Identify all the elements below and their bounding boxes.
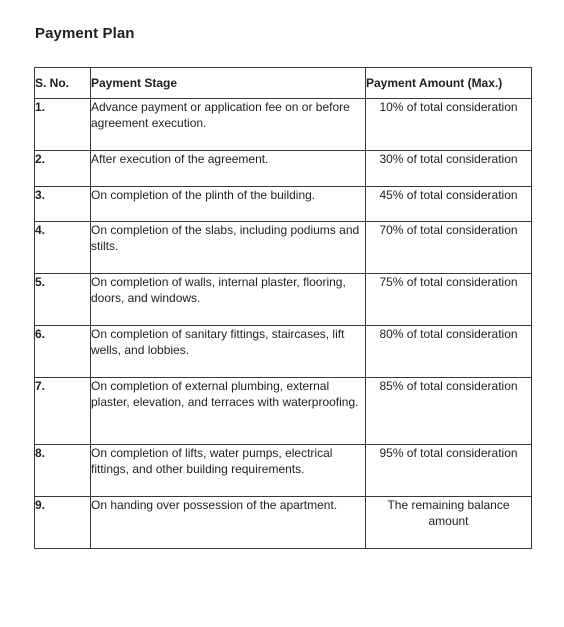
row-serial-number: 8.: [35, 445, 91, 497]
page-title: Payment Plan: [35, 25, 135, 42]
table-row: [35, 274, 532, 326]
row-payment-amount: The remaining balance amount: [366, 497, 532, 549]
row-serial-number: 3.: [35, 187, 91, 222]
table-row: [35, 378, 532, 445]
table-row: [35, 99, 532, 151]
row-payment-stage: On completion of external plumbing, external plaster, elevation, and terraces with waterproofing.: [91, 378, 366, 445]
row-serial-number: 1.: [35, 99, 91, 151]
row-serial-number: 7.: [35, 378, 91, 445]
row-payment-stage: On completion of the slabs, including podiums and stilts.: [91, 222, 366, 274]
row-payment-amount: 85% of total consideration: [366, 378, 532, 445]
row-serial-number: 5.: [35, 274, 91, 326]
table-row: [35, 222, 532, 274]
row-payment-stage: After execution of the agreement.: [91, 151, 366, 187]
row-payment-stage: On handing over possession of the apartment.: [91, 497, 366, 549]
table-row: [35, 497, 532, 549]
row-payment-amount: 95% of total consideration: [366, 445, 532, 497]
row-payment-amount: 45% of total consideration: [366, 187, 532, 222]
row-payment-amount: 10% of total consideration: [366, 99, 532, 151]
row-payment-stage: On completion of the plinth of the building.: [91, 187, 366, 222]
header-payment-amount: Payment Amount (Max.): [366, 68, 532, 99]
row-payment-stage: On completion of walls, internal plaster, flooring, doors, and windows.: [91, 274, 366, 326]
row-payment-amount: 70% of total consideration: [366, 222, 532, 274]
table-row: [35, 187, 532, 222]
header-serial-number: S. No.: [35, 68, 91, 99]
table-row: [35, 326, 532, 378]
table-row: [35, 445, 532, 497]
row-payment-stage: On completion of sanitary fittings, staircases, lift wells, and lobbies.: [91, 326, 366, 378]
header-payment-stage: Payment Stage: [91, 68, 366, 99]
row-serial-number: 4.: [35, 222, 91, 274]
row-payment-amount: 75% of total consideration: [366, 274, 532, 326]
row-payment-stage: On completion of lifts, water pumps, electrical fittings, and other building requirements.: [91, 445, 366, 497]
table-header-row: [35, 68, 532, 99]
row-payment-amount: 30% of total consideration: [366, 151, 532, 187]
row-serial-number: 6.: [35, 326, 91, 378]
row-payment-amount: 80% of total consideration: [366, 326, 532, 378]
row-payment-stage: Advance payment or application fee on or before agreement execution.: [91, 99, 366, 151]
row-serial-number: 9.: [35, 497, 91, 549]
row-serial-number: 2.: [35, 151, 91, 187]
payment-plan-table: [34, 67, 532, 549]
table-row: [35, 151, 532, 187]
